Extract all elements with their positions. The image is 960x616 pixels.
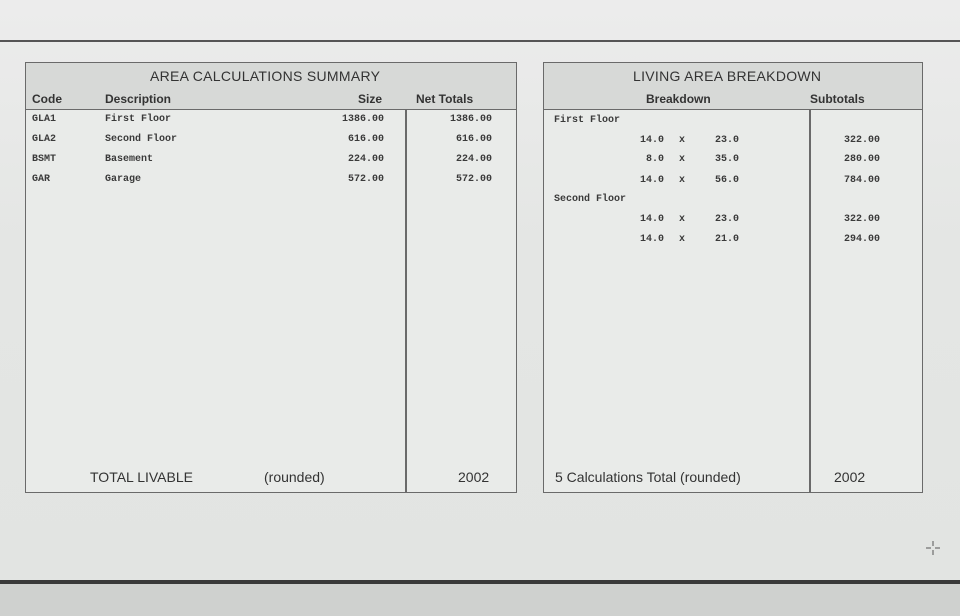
row-size: 616.00 xyxy=(347,134,384,145)
col-description-header: Description xyxy=(105,92,172,106)
living-area-breakdown-panel xyxy=(543,62,923,493)
dimension-b: 21.0 xyxy=(714,234,739,245)
row-description: Second Floor xyxy=(105,134,178,145)
breakdown-row[interactable] xyxy=(544,175,922,191)
multiply-sign: x xyxy=(679,135,686,146)
table-row[interactable] xyxy=(26,174,516,190)
area-calculations-summary-panel xyxy=(25,62,517,493)
row-subtotal: 322.00 xyxy=(843,135,880,146)
col-subtotals-header: Subtotals xyxy=(810,92,865,106)
dimension-a: 14.0 xyxy=(639,234,664,245)
summary-header xyxy=(26,63,516,110)
section-label: First Floor xyxy=(554,115,621,126)
rounded-note: (rounded) xyxy=(264,469,325,485)
row-net-total: 1386.00 xyxy=(449,114,492,125)
table-row[interactable] xyxy=(26,114,516,130)
row-code: BSMT xyxy=(32,154,57,165)
col-breakdown-header: Breakdown xyxy=(646,92,711,106)
breakdown-row[interactable] xyxy=(544,234,922,250)
row-subtotal: 322.00 xyxy=(843,214,880,225)
dimension-b: 56.0 xyxy=(714,175,739,186)
dimension-a: 14.0 xyxy=(639,175,664,186)
row-net-total: 572.00 xyxy=(455,174,492,185)
row-net-total: 224.00 xyxy=(455,154,492,165)
row-subtotal: 784.00 xyxy=(843,175,880,186)
row-description: Garage xyxy=(105,174,142,185)
dimension-a: 14.0 xyxy=(639,214,664,225)
dimension-b: 35.0 xyxy=(714,154,739,165)
row-size: 572.00 xyxy=(347,174,384,185)
bottom-strip xyxy=(0,584,960,616)
section-label: Second Floor xyxy=(554,194,627,205)
row-code: GLA1 xyxy=(32,114,57,125)
table-row[interactable] xyxy=(26,134,516,150)
dimension-b: 23.0 xyxy=(714,214,739,225)
breakdown-row[interactable] xyxy=(544,214,922,230)
row-subtotal: 294.00 xyxy=(843,234,880,245)
calculations-total-label: 5 Calculations Total (rounded) xyxy=(555,469,741,485)
row-size: 224.00 xyxy=(347,154,384,165)
section-label-second-floor xyxy=(544,194,922,210)
dimension-b: 23.0 xyxy=(714,135,739,146)
top-divider xyxy=(0,40,960,42)
col-code-header: Code xyxy=(32,92,62,106)
multiply-sign: x xyxy=(679,154,686,165)
table-row[interactable] xyxy=(26,154,516,170)
row-description: First Floor xyxy=(105,114,172,125)
section-label-first-floor xyxy=(544,115,922,131)
total-livable-label: TOTAL LIVABLE xyxy=(90,469,193,485)
calculations-total-value: 2002 xyxy=(834,469,866,485)
multiply-sign: x xyxy=(679,214,686,225)
dimension-a: 8.0 xyxy=(645,154,664,165)
col-net-totals-header: Net Totals xyxy=(416,92,474,106)
breakdown-row[interactable] xyxy=(544,135,922,151)
summary-title: AREA CALCULATIONS SUMMARY xyxy=(150,68,381,84)
row-code: GAR xyxy=(32,174,51,185)
breakdown-row[interactable] xyxy=(544,154,922,170)
breakdown-title: LIVING AREA BREAKDOWN xyxy=(633,68,822,84)
row-net-total: 616.00 xyxy=(455,134,492,145)
row-subtotal: 280.00 xyxy=(843,154,880,165)
crosshair-cursor-icon xyxy=(925,540,941,556)
col-size-header: Size xyxy=(358,92,383,106)
multiply-sign: x xyxy=(679,234,686,245)
total-livable-value: 2002 xyxy=(458,469,490,485)
row-code: GLA2 xyxy=(32,134,57,145)
breakdown-header xyxy=(544,63,922,110)
row-size: 1386.00 xyxy=(341,114,384,125)
row-description: Basement xyxy=(105,154,154,165)
dimension-a: 14.0 xyxy=(639,135,664,146)
multiply-sign: x xyxy=(679,175,686,186)
